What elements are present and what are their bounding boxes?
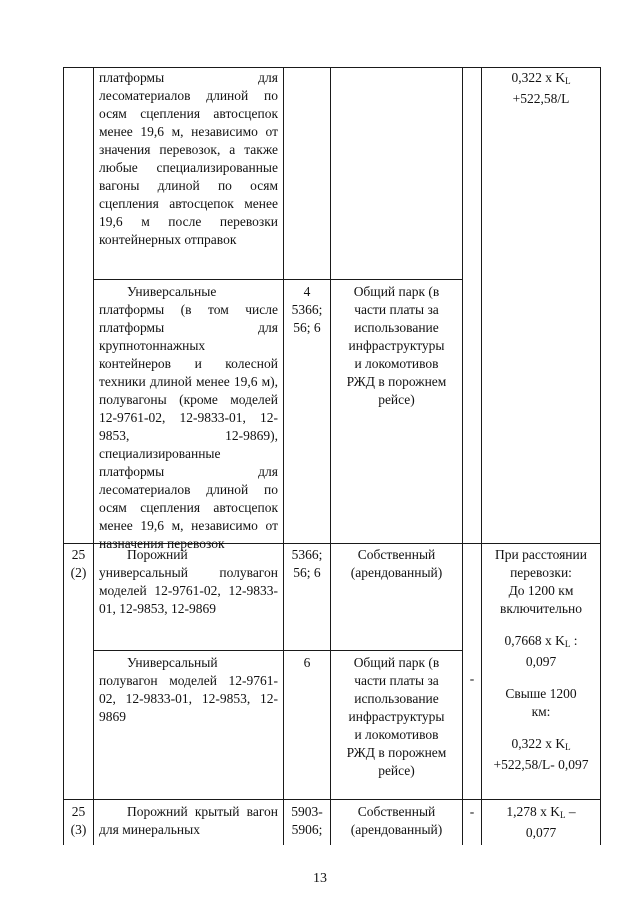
row3-number (64, 546, 93, 582)
table-line-col-num (93, 67, 94, 845)
row1-rate-line2: +522,58/L (512, 91, 570, 106)
row3-number-main: 25 (71, 547, 86, 562)
row5-description-text: Порожний крытый вагон для минеральных (99, 804, 278, 837)
table-line-col-park (462, 67, 463, 845)
row4-park-line1: Общий парк (в (353, 655, 440, 670)
row3-rate-line6: 0,097 (525, 654, 557, 669)
row5-number-sub: (3) (70, 822, 87, 837)
row3-rate-line10: +522,58/L- 0,097 (493, 757, 589, 772)
row3-description-text: Порожний универсальный полувагон моделей 12-9761-02, 12-9833-01, 12-9853, 12-9869 (99, 547, 278, 616)
row2-park-line6: РЖД в порожнем (346, 374, 447, 389)
row2-park-line7: рейсе) (378, 392, 415, 407)
row2-park-line4: инфраструктуры (348, 338, 445, 353)
row4-park (332, 654, 461, 780)
row5-code (285, 803, 329, 839)
table-line-col-code (330, 67, 331, 845)
table-line-row1-bottom (93, 279, 463, 280)
row4-code-line1: 6 (303, 655, 311, 670)
row3-rate (483, 546, 599, 774)
row5-number (64, 803, 93, 839)
row2-code-line3: 56; 6 (293, 320, 321, 335)
row4-description (99, 654, 278, 726)
row2-description (99, 283, 278, 553)
row5-dash (463, 803, 481, 821)
row1-description-text: платформы для лесоматериалов длиной по осям сцепления автосцепок менее 19,6 м, независимо от значения перевозок, а также любые специализированные вагоны длиной по осям сцепления автосцепок менее 19,6 м после перевозки контейнерных отправок (99, 70, 278, 247)
row3-number-sub: (2) (70, 565, 87, 580)
row3-code-line2: 56; 6 (293, 565, 321, 580)
row2-park-line5: и локомотивов (354, 356, 439, 371)
row3-park-line2: (арендованный) (350, 565, 443, 580)
row2-code (285, 283, 329, 337)
row3-rate-line5: 0,7668 x $K_L$ : (504, 633, 578, 649)
row3-4-dash (463, 670, 481, 688)
row5-code-line1: 5903- (291, 804, 323, 819)
row3-park-line1: Собственный (357, 547, 436, 562)
row3-rate-line3: До 1200 км (508, 583, 574, 598)
row4-park-line5: и локомотивов (354, 727, 439, 742)
row1-description (99, 69, 278, 249)
row3-rate-line1: При расстоянии (495, 547, 587, 562)
row5-code-line2: 5906; (291, 822, 323, 837)
row2-code-line1: 4 (303, 284, 311, 299)
table-line-row4-bottom (63, 799, 601, 800)
row2-park-line3: использование (354, 320, 439, 335)
table-line-right (600, 67, 601, 845)
row1-rate (483, 69, 599, 108)
row4-park-line7: рейсе) (378, 763, 415, 778)
row5-rate (483, 803, 599, 842)
row3-code (285, 546, 329, 582)
row2-park-line1: Общий парк (в (353, 284, 440, 299)
row5-rate-line1: 1,278 x $K_L$ – (506, 804, 576, 820)
row4-park-line2: части платы за (354, 673, 439, 688)
row4-dash-text: - (469, 671, 475, 686)
row2-code-line2: 5366; (291, 302, 323, 317)
row4-description-text: Универсальный полувагон моделей 12-9761-02, 12-9833-01, 12-9853, 12-9869 (99, 655, 278, 724)
page-number: 13 (313, 871, 327, 886)
row5-dash-text: - (469, 804, 475, 819)
row4-park-line4: инфраструктуры (348, 709, 445, 724)
row4-code (285, 654, 329, 672)
row5-park-line1: Собственный (357, 804, 436, 819)
row3-rate-line9: 0,322 x $K_L$ (511, 736, 571, 752)
row4-park-line6: РЖД в порожнем (346, 745, 447, 760)
row2-park-line2: части платы за (354, 302, 439, 317)
row3-park (332, 546, 461, 582)
table-line-row3-bottom (93, 650, 463, 651)
table-line-left (63, 67, 64, 845)
table-line-col-desc (283, 67, 284, 845)
row3-code-line1: 5366; (291, 547, 323, 562)
row2-park (332, 283, 461, 409)
row4-park-line3: использование (354, 691, 439, 706)
row5-description (99, 803, 278, 839)
row5-number-main: 25 (71, 804, 86, 819)
row5-park-line2: (арендованный) (350, 822, 443, 837)
row1-rate-line1: 0,322 x $K_L$ (511, 70, 571, 86)
row2-description-text: Универсальные платформы (в том числе платформы для крупнотоннажных контейнеров и колесной техники длиной менее 19,6 м), полувагоны (кроме моделей 12-9761-02, 12-9833-01, 12-9853, 12-9869), специализированные платформы для лесоматериалов длиной по осям сцепления автосцепок менее 19,6 м, независимо от назначения перевозок (99, 284, 278, 551)
table-line-top (63, 67, 601, 68)
row3-rate-line2: перевозки: (510, 565, 572, 580)
row3-description (99, 546, 278, 618)
table-line-col-dash (481, 67, 482, 845)
row3-rate-line7: Свыше 1200 (505, 686, 577, 701)
row5-park (332, 803, 461, 839)
row5-rate-line2: 0,077 (525, 825, 557, 840)
row3-rate-line8: км: (531, 704, 551, 719)
row3-rate-line4: включительно (499, 601, 582, 616)
